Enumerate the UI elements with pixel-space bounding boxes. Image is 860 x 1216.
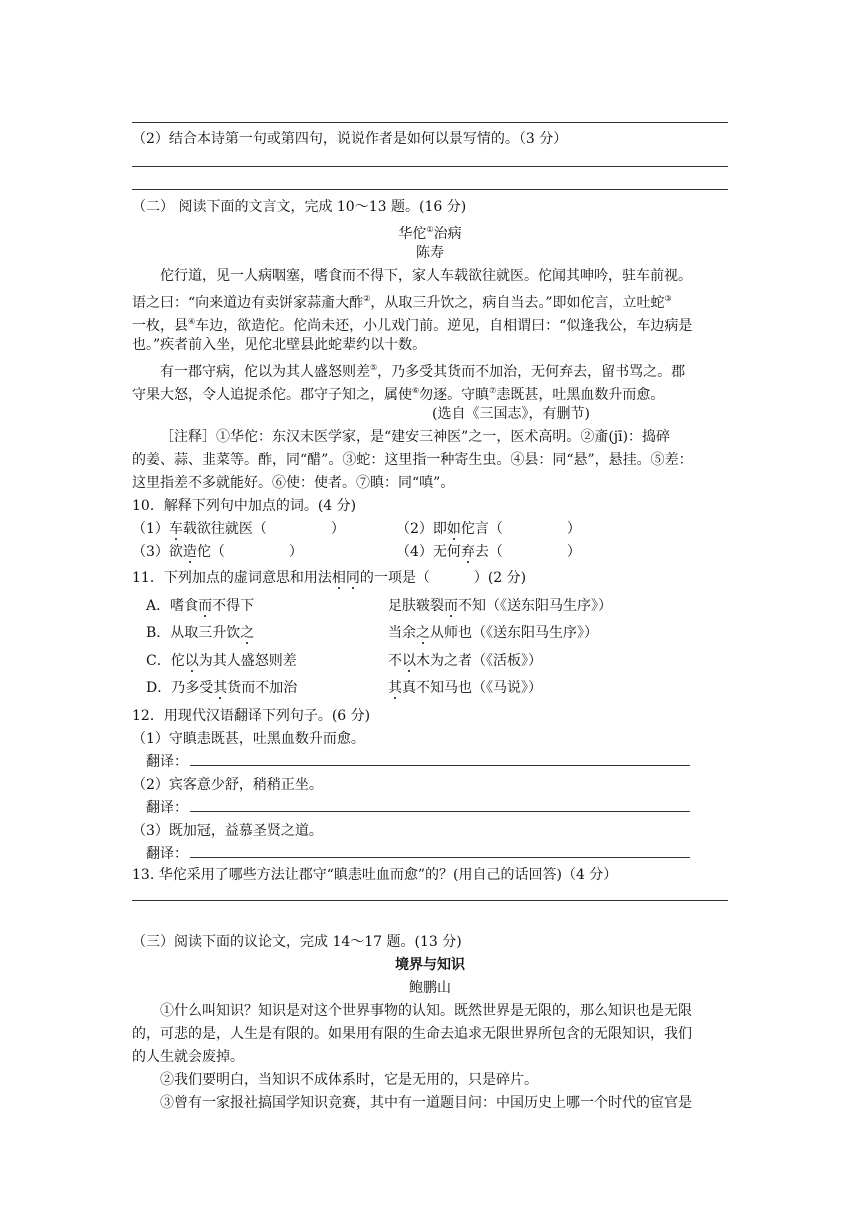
q11-option-b[interactable]: B．从取三升饮之 当余之从师也（《送东阳马生序》） — [146, 625, 598, 641]
text-span: 车边，欲造佗。佗尚未还，小儿戏门前。逆见，自相谓曰：“似逢我公，车边病是 — [195, 318, 693, 334]
title-part: 治病 — [433, 226, 462, 242]
text-span: 守果大怒，令人追捉杀佗。郡守子知之，属使 — [132, 387, 412, 403]
note-ref: ② — [363, 294, 371, 303]
translate-answer-line[interactable] — [190, 857, 690, 858]
note-ref: ④ — [188, 317, 196, 326]
q11-option-a[interactable]: A．嗜食而不得下 足肤皲裂而不知（《送东阳马生序》） — [146, 598, 612, 614]
translate-label: 翻译： — [146, 754, 188, 770]
q10-item-4: （4）无何弃去（ ） — [396, 544, 581, 560]
q12-item: （3）既加冠，益慕圣贤之道。 — [132, 823, 323, 839]
q10-row — [132, 519, 728, 539]
essay-line: 的，可悲的是，人生是有限的。如果用有限的生命去追求无限世界所包含的无限知识，我们 — [132, 1026, 692, 1042]
note-ref: ⑤ — [370, 363, 378, 372]
essay-line: ①什么叫知识？知识是对这个世界事物的认知。既然世界是无限的，那么知识也是无限 — [160, 1003, 692, 1019]
essay-line: 的人生就会废掉。 — [132, 1049, 244, 1065]
q11-option-d[interactable]: D．乃多受其货而不加治 其真不知马也（《马说》） — [146, 680, 542, 696]
text-span: 语之曰：“向来道边有卖饼家蒜齑大酢 — [132, 295, 364, 311]
text-span: 勿逐。守瞋 — [419, 387, 490, 403]
passage-line — [132, 312, 728, 332]
text-span: 有一郡守病，佗以为其人盛怒则差 — [160, 364, 370, 380]
note-ref: ⑦ — [489, 386, 497, 395]
q10-item-2: （2）即如佗言（ ） — [396, 521, 581, 537]
q11-option-c[interactable]: C．佗以为其人盛怒则差 不以木为之者（《活板》） — [146, 653, 542, 669]
translate-label: 翻译： — [146, 846, 188, 862]
annotation-line: 这里指差不多就能好。⑥使：使者。⑦瞋：同“嗔”。 — [132, 475, 455, 491]
answer-line[interactable] — [132, 900, 728, 901]
passage-source: (选自《三国志》，有删节) — [432, 406, 590, 422]
annotation-line: ［注释］①华佗：东汉末医学家，是“建安三神医”之一，医术高明。②齑(jī)：捣碎 — [160, 429, 671, 445]
classical-title — [132, 220, 728, 240]
q11-stem: 11．下列加点的虚词意思和用法相同的一项是（ ）(2 分) — [132, 570, 527, 586]
passage-line — [132, 381, 728, 401]
translate-label: 翻译： — [146, 800, 188, 816]
answer-line — [132, 189, 728, 190]
note-ref: ③ — [664, 294, 672, 303]
passage-line — [132, 289, 728, 309]
annotation-line: 的姜、蒜、韭菜等。酢，同“醋”。③蛇：这里指一种寄生虫。④县：同“悬”，悬挂。⑤差： — [132, 452, 693, 468]
section2-header: （二） 阅读下面的文言文，完成 10～13 题。(16 分) — [132, 199, 467, 215]
passage-line — [132, 358, 728, 378]
passage-line: 也。”疾者前入坐，见佗北壁县此蛇辈约以十数。 — [132, 337, 427, 353]
q12-item: （1）守瞋恚既甚，吐黑血数升而愈。 — [132, 731, 365, 747]
text-span: ，乃多受其货而不加治，无何弃去，留书骂之。郡 — [377, 364, 686, 380]
q13-question: 13. 华佗采用了哪些方法让郡守“瞋恚吐血而愈”的？(用自己的话回答)（4 分） — [132, 867, 618, 883]
q10-item-3: （3）欲造佗（ ） — [132, 544, 303, 560]
text-span: ，从取三升饮之，病自当去。”即如佗言，立吐蛇 — [370, 295, 665, 311]
translate-answer-line[interactable] — [190, 811, 690, 812]
classical-author: 陈寿 — [416, 245, 444, 261]
q12-item: （2）宾客意少舒，稍稍正坐。 — [132, 777, 323, 793]
q10-stem: 10．解释下列句中加点的词。(4 分) — [132, 498, 357, 514]
essay-title: 境界与知识 — [395, 957, 465, 973]
essay-author: 鲍鹏山 — [409, 980, 451, 996]
note-ref: ⑥ — [412, 386, 420, 395]
answer-line — [132, 122, 728, 123]
q12-stem: 12．用现代汉语翻译下列句子。(6 分) — [132, 708, 371, 724]
essay-line: ②我们要明白，当知识不成体系时，它是无用的，只是碎片。 — [160, 1072, 538, 1088]
essay-line: ③曾有一家报社搞国学知识竞赛，其中有一道题目问：中国历史上哪一个时代的宦官是 — [160, 1095, 692, 1111]
text-span: 一枚，县 — [132, 318, 188, 334]
answer-line — [132, 166, 728, 167]
translate-answer-line[interactable] — [190, 765, 690, 766]
q10-row — [132, 542, 728, 562]
passage-line: 佗行道，见一人病咽塞，嗜食而不得下，家人车载欲往就医。佗闻其呻吟，驻车前视。 — [160, 268, 692, 284]
title-part: 华佗 — [398, 226, 427, 242]
note-ref: ① — [426, 225, 434, 234]
text-span: 恚既甚，吐黑血数升而愈。 — [496, 387, 665, 403]
section3-header: （三）阅读下面的议论文，完成 14～17 题。(13 分) — [132, 934, 462, 950]
q10-item-1: （1）车载欲往就医（ ） — [132, 521, 345, 537]
q9-2-question: （2）结合本诗第一句或第四句，说说作者是如何以景写情的。（3 分） — [132, 131, 568, 147]
